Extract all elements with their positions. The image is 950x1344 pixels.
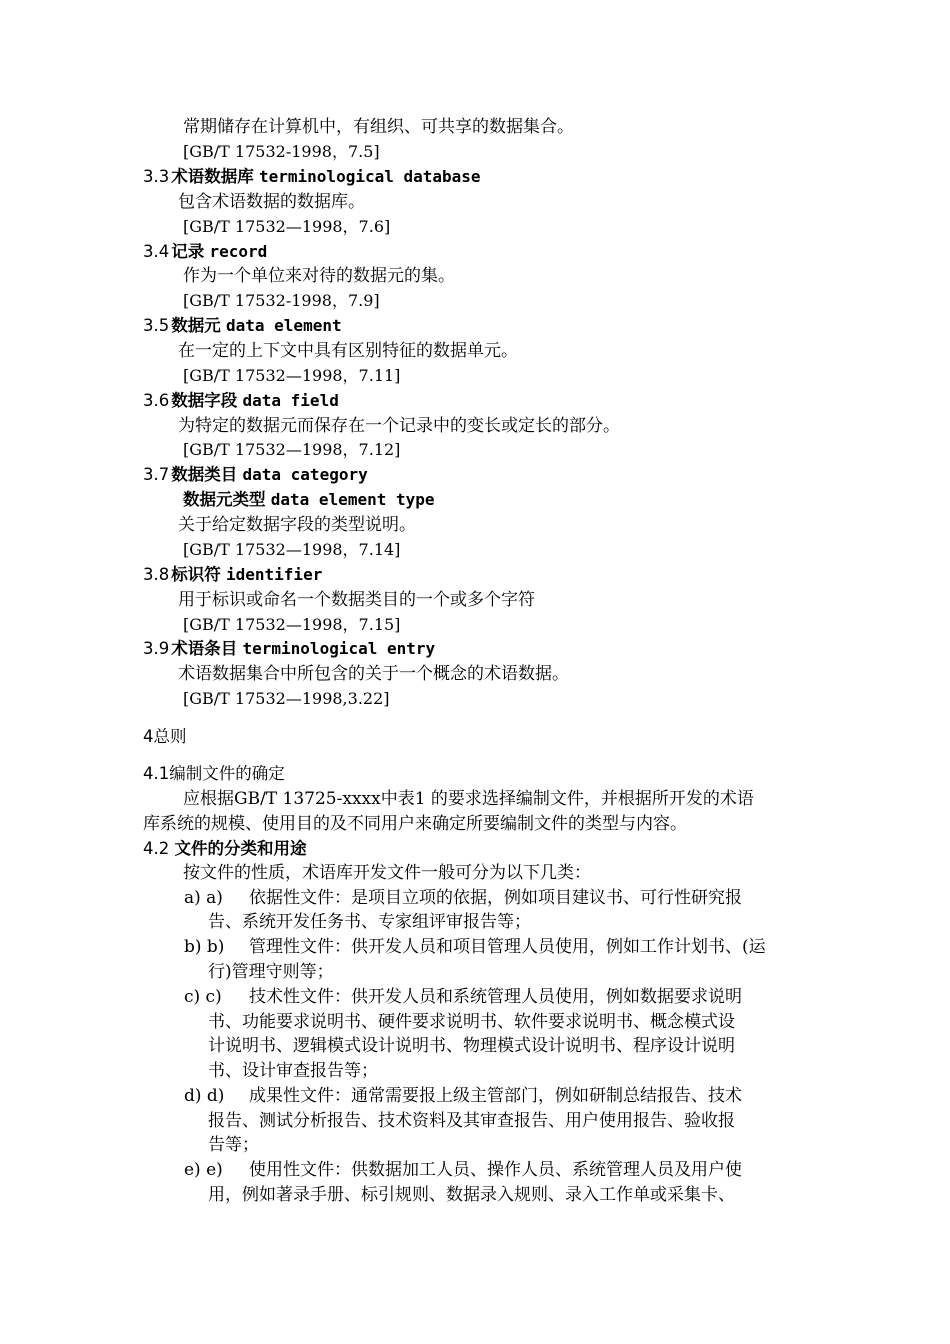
list-item-line: 依据性文件：是项目立项的依据，例如项目建议书、可行性研究报	[249, 888, 742, 908]
term-en: data field	[242, 391, 339, 410]
paragraph-line: 应根据GB/T 13725-xxxx中表1 的要求选择编制文件，并根据所开发的术语	[183, 789, 754, 809]
term-en: data element	[226, 316, 342, 335]
term-heading	[143, 464, 368, 486]
list-item-line: 书、设计审查报告等；	[208, 1061, 378, 1081]
term-definition: 包含术语数据的数据库。	[178, 192, 365, 212]
list-item-line: 使用性文件：供数据加工人员、操作人员、系统管理人员及用户使	[249, 1160, 742, 1180]
term-zh: 数据字段	[171, 391, 238, 410]
term-definition: 常期储存在计算机中，有组织、可共享的数据集合。	[183, 117, 574, 137]
term-number: 3.5	[143, 316, 170, 335]
list-marker: c) c)	[184, 987, 222, 1007]
list-item-line: 管理性文件：供开发人员和项目管理人员使用，例如工作计划书、(运	[249, 937, 766, 957]
paragraph-intro: 按文件的性质，术语库开发文件一般可分为以下几类：	[183, 863, 591, 883]
subsection-number: 4.1	[143, 764, 170, 783]
list-item-line: 成果性文件：通常需要报上级主管部门，例如研制总结报告、技术	[249, 1086, 742, 1106]
term-reference: [GB/T 17532—1998，7.12]	[183, 440, 401, 459]
term-zh: 术语数据库	[171, 167, 254, 186]
list-item-line: 技术性文件：供开发人员和系统管理人员使用，例如数据要求说明	[249, 987, 742, 1007]
term-synonym-zh: 数据元类型	[183, 490, 266, 509]
term-number: 3.9	[143, 639, 170, 658]
term-reference: [GB/T 17532—1998，7.11]	[183, 366, 401, 385]
term-definition: 在一定的上下文中具有区别特征的数据单元。	[178, 341, 518, 361]
term-zh: 数据元	[171, 316, 221, 335]
term-heading	[143, 315, 342, 337]
subsection-title: 文件的分类和用途	[174, 839, 307, 858]
term-heading	[143, 241, 267, 263]
list-item-line: 报告、测试分析报告、技术资料及其审查报告、用户使用报告、验收报	[208, 1111, 735, 1131]
term-reference: [GB/T 17532—1998,3.22]	[183, 689, 390, 708]
term-reference: [GB/T 17532-1998，7.9]	[183, 291, 380, 310]
term-heading	[143, 390, 339, 412]
term-reference: [GB/T 17532—1998，7.15]	[183, 615, 401, 634]
section-title: 总则	[153, 727, 187, 746]
term-definition: 为特定的数据元而保存在一个记录中的变长或定长的部分。	[178, 416, 620, 436]
list-item-line: 行)管理守则等；	[208, 962, 334, 982]
paragraph-line: 库系统的规模、使用目的及不同用户来确定所要编制文件的类型与内容。	[143, 814, 687, 834]
term-zh: 标识符	[171, 565, 221, 584]
term-en: data category	[242, 465, 368, 484]
term-en: terminological entry	[242, 639, 436, 658]
term-reference: [GB/T 17532-1998，7.5]	[183, 142, 380, 161]
list-marker: b) b)	[184, 937, 225, 957]
term-en: terminological database	[259, 167, 481, 186]
term-synonym-heading	[183, 489, 435, 511]
section-number: 4	[143, 727, 154, 746]
subsection-number: 4.2	[143, 839, 170, 858]
term-number: 3.3	[143, 167, 170, 186]
subsection-heading	[143, 838, 307, 860]
term-heading	[143, 638, 435, 660]
term-reference: [GB/T 17532—1998，7.6]	[183, 217, 391, 236]
list-marker: d) d)	[184, 1086, 225, 1106]
term-reference: [GB/T 17532—1998，7.14]	[183, 540, 401, 559]
term-synonym-en: data element type	[270, 490, 435, 509]
list-item-line: 告等；	[208, 1135, 259, 1155]
term-definition: 用于标识或命名一个数据类目的一个或多个字符	[178, 590, 535, 610]
term-number: 3.6	[143, 391, 170, 410]
list-item-line: 告、系统开发任务书、专家组评审报告等；	[208, 912, 531, 932]
term-en: identifier	[226, 565, 323, 584]
list-item-line: 用，例如著录手册、标引规则、数据录入规则、录入工作单或采集卡、	[208, 1185, 735, 1205]
list-marker: e) e)	[184, 1160, 223, 1180]
section-heading	[143, 726, 187, 748]
list-item-line: 计说明书、逻辑模式设计说明书、物理模式设计说明书、程序设计说明	[208, 1036, 735, 1056]
term-definition: 作为一个单位来对待的数据元的集。	[183, 266, 455, 286]
term-heading	[143, 166, 481, 188]
term-number: 3.8	[143, 565, 170, 584]
term-definition: 关于给定数据字段的类型说明。	[178, 515, 416, 535]
subsection-title: 编制文件的确定	[169, 764, 285, 783]
term-zh: 术语条目	[171, 639, 238, 658]
list-marker: a) a)	[184, 888, 223, 908]
term-heading	[143, 564, 322, 586]
subsection-heading	[143, 763, 285, 785]
term-en: record	[209, 242, 268, 261]
term-number: 3.7	[143, 465, 170, 484]
term-definition: 术语数据集合中所包含的关于一个概念的术语数据。	[178, 664, 569, 684]
term-number: 3.4	[143, 242, 170, 261]
list-item-line: 书、功能要求说明书、硬件要求说明书、软件要求说明书、概念模式设	[208, 1012, 735, 1032]
term-zh: 数据类目	[171, 465, 238, 484]
term-zh: 记录	[171, 242, 205, 261]
